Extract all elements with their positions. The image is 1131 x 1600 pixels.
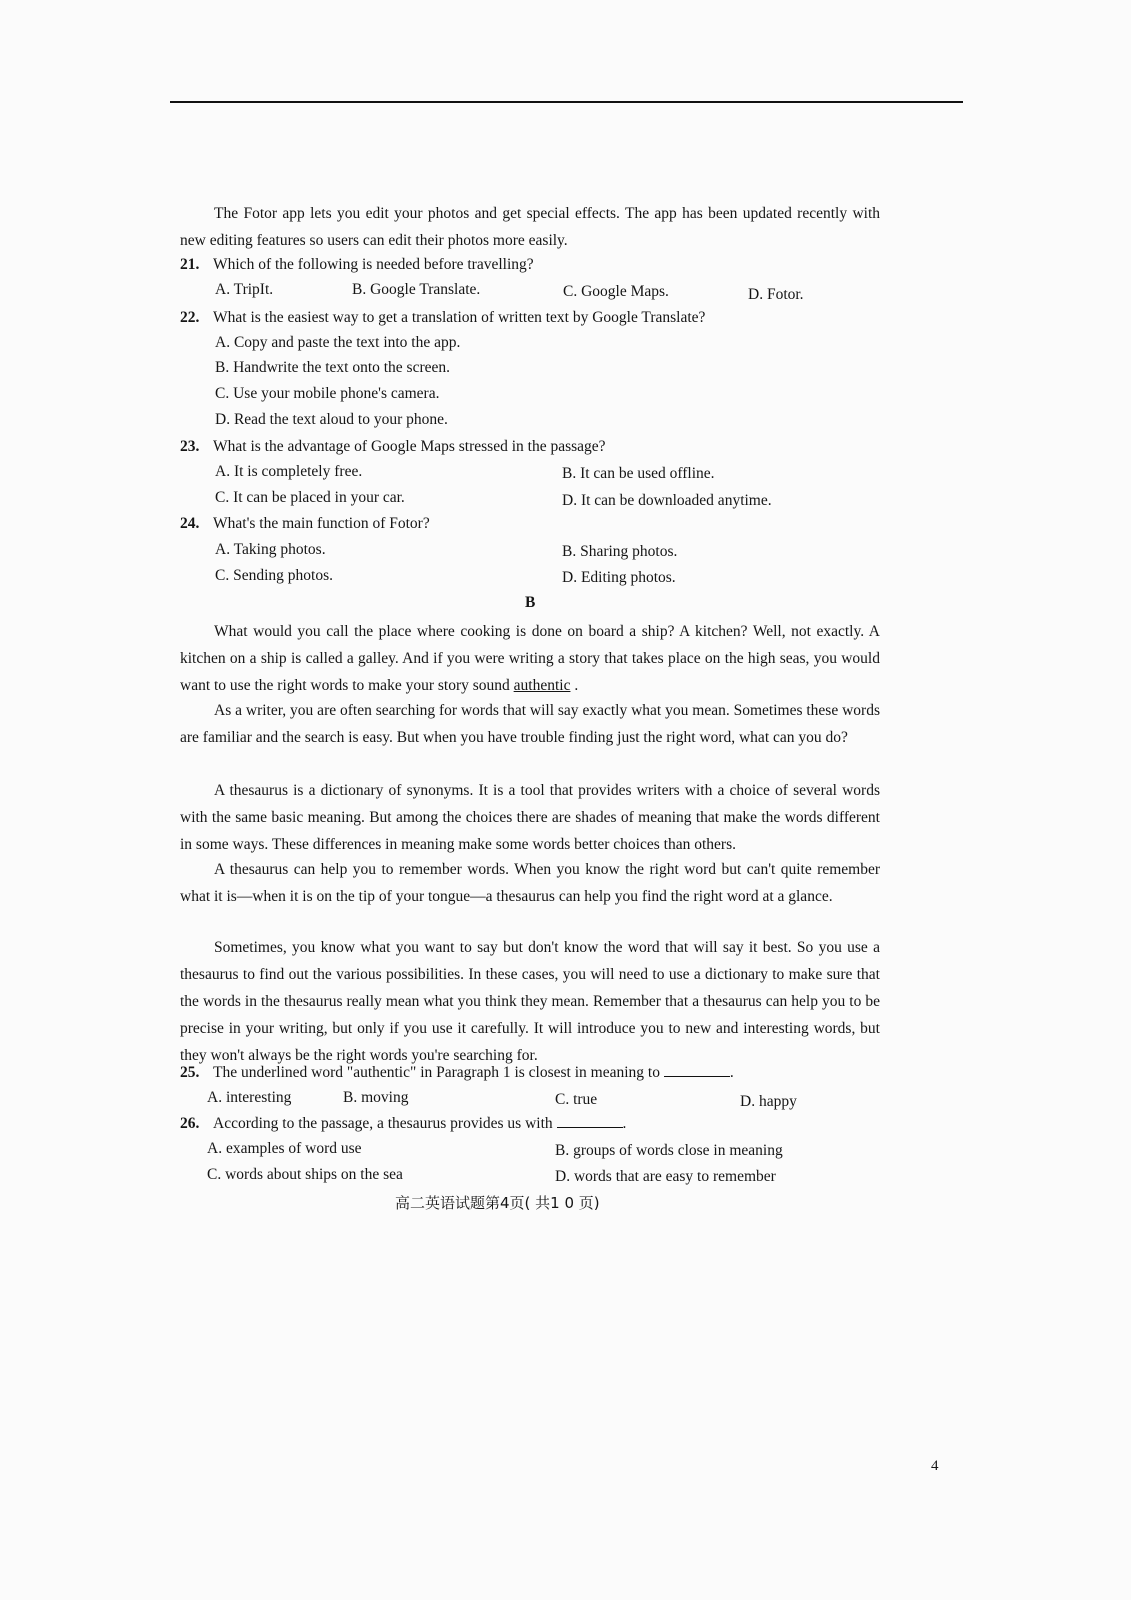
- question-22: 22. What is the easiest way to get a translation of written text by Google Translate?: [180, 309, 706, 326]
- q24-option-a: A. Taking photos.: [215, 541, 326, 558]
- passage-b-paragraph-3: A thesaurus is a dictionary of synonyms. It is a tool that provides writers with a choice of several words with the same basic meaning. But among the choices there are shades of meaning that make the words different in some ways. These differences in meaning make some words better choices than others.: [180, 782, 880, 853]
- passage-b-paragraph-5: Sometimes, you know what you want to say but don't know the word that will say it best. So you use a thesaurus to find out the various possibilities. In these cases, you will need to use a dictionary to make sure that the words in the thesaurus really mean what you think they mean. Remember that a thesaurus can help you to be precise in your writing, but only if you use it carefully. It will introduce you to new and interesting words, but they won't always be the right words you're searching for.: [180, 939, 880, 1064]
- q22-option-b: B. Handwrite the text onto the screen.: [215, 359, 451, 376]
- q21-option-a: A. TripIt.: [215, 281, 274, 298]
- question-23: 23. What is the advantage of Google Maps stressed in the passage?: [180, 438, 606, 455]
- q25-option-d: D. happy: [740, 1093, 797, 1110]
- passage-b-paragraph-1: What would you call the place where cooking is done on board a ship? A kitchen? Well, not exactly. A kitchen on a ship is called a galley. And if you were writing a story that takes place on the high seas, you would want to use the right words to make your story sound authentic .: [180, 623, 880, 694]
- question-25-text: The underlined word "authentic" in Paragraph 1 is closest in meaning to: [213, 1064, 660, 1081]
- question-21-text: Which of the following is needed before travelling?: [213, 256, 534, 273]
- q25-option-c: C. true: [555, 1091, 598, 1108]
- header-rule: [170, 101, 963, 103]
- q24-option-d: D. Editing photos.: [562, 569, 676, 586]
- q26-option-d: D. words that are easy to remember: [555, 1168, 776, 1185]
- q21-option-b: B. Google Translate.: [352, 281, 481, 298]
- q21-option-d: D. Fotor.: [748, 286, 804, 303]
- passage-b-paragraph-4: A thesaurus can help you to remember words. When you know the right word but can't quite remember what it is—when it is on the tip of your tongue—a thesaurus can help you find the right word at a glance.: [180, 861, 880, 905]
- answer-blank: [664, 1062, 730, 1077]
- page-number: 4: [931, 1458, 939, 1474]
- q22-option-a: A. Copy and paste the text into the app.: [215, 334, 461, 351]
- answer-blank: [557, 1113, 623, 1128]
- page-footer: 高二英语试题第4页( 共1 0 页): [395, 1194, 600, 1212]
- q23-option-b: B. It can be used offline.: [562, 465, 715, 482]
- q25-option-a: A. interesting: [207, 1089, 292, 1106]
- question-21: 21. Which of the following is needed before travelling?: [180, 256, 534, 273]
- q22-option-c: C. Use your mobile phone's camera.: [215, 385, 440, 402]
- question-24: 24. What's the main function of Fotor?: [180, 515, 430, 532]
- q23-option-d: D. It can be downloaded anytime.: [562, 492, 772, 509]
- question-22-text: What is the easiest way to get a translation of written text by Google Translate?: [213, 309, 706, 326]
- passage-b-paragraph-2: As a writer, you are often searching for words that will say exactly what you mean. Sometimes these words are familiar and the search is easy. But when you have trouble finding just the right word, what can you do?: [180, 702, 880, 746]
- q24-option-b: B. Sharing photos.: [562, 543, 678, 560]
- q23-option-c: C. It can be placed in your car.: [215, 489, 405, 506]
- q26-option-c: C. words about ships on the sea: [207, 1166, 403, 1183]
- question-25: 25. The underlined word "authentic" in Paragraph 1 is closest in meaning to .: [180, 1064, 734, 1081]
- q24-option-c: C. Sending photos.: [215, 567, 333, 584]
- question-24-text: What's the main function of Fotor?: [213, 515, 430, 532]
- question-26: 26. According to the passage, a thesaurus provides us with .: [180, 1115, 627, 1132]
- q21-option-c: C. Google Maps.: [563, 283, 669, 300]
- question-23-text: What is the advantage of Google Maps stressed in the passage?: [213, 438, 606, 455]
- q23-option-a: A. It is completely free.: [215, 463, 363, 480]
- q26-option-a: A. examples of word use: [207, 1140, 362, 1157]
- underlined-word: authentic: [513, 677, 571, 694]
- intro-paragraph: The Fotor app lets you edit your photos and get special effects. The app has been updated recently with new editing features so users can edit their photos more easily.: [180, 205, 880, 249]
- section-b-label: B: [525, 594, 536, 611]
- q22-option-d: D. Read the text aloud to your phone.: [215, 411, 448, 428]
- q26-option-b: B. groups of words close in meaning: [555, 1142, 783, 1159]
- question-26-text: According to the passage, a thesaurus provides us with: [213, 1115, 553, 1132]
- q25-option-b: B. moving: [343, 1089, 409, 1106]
